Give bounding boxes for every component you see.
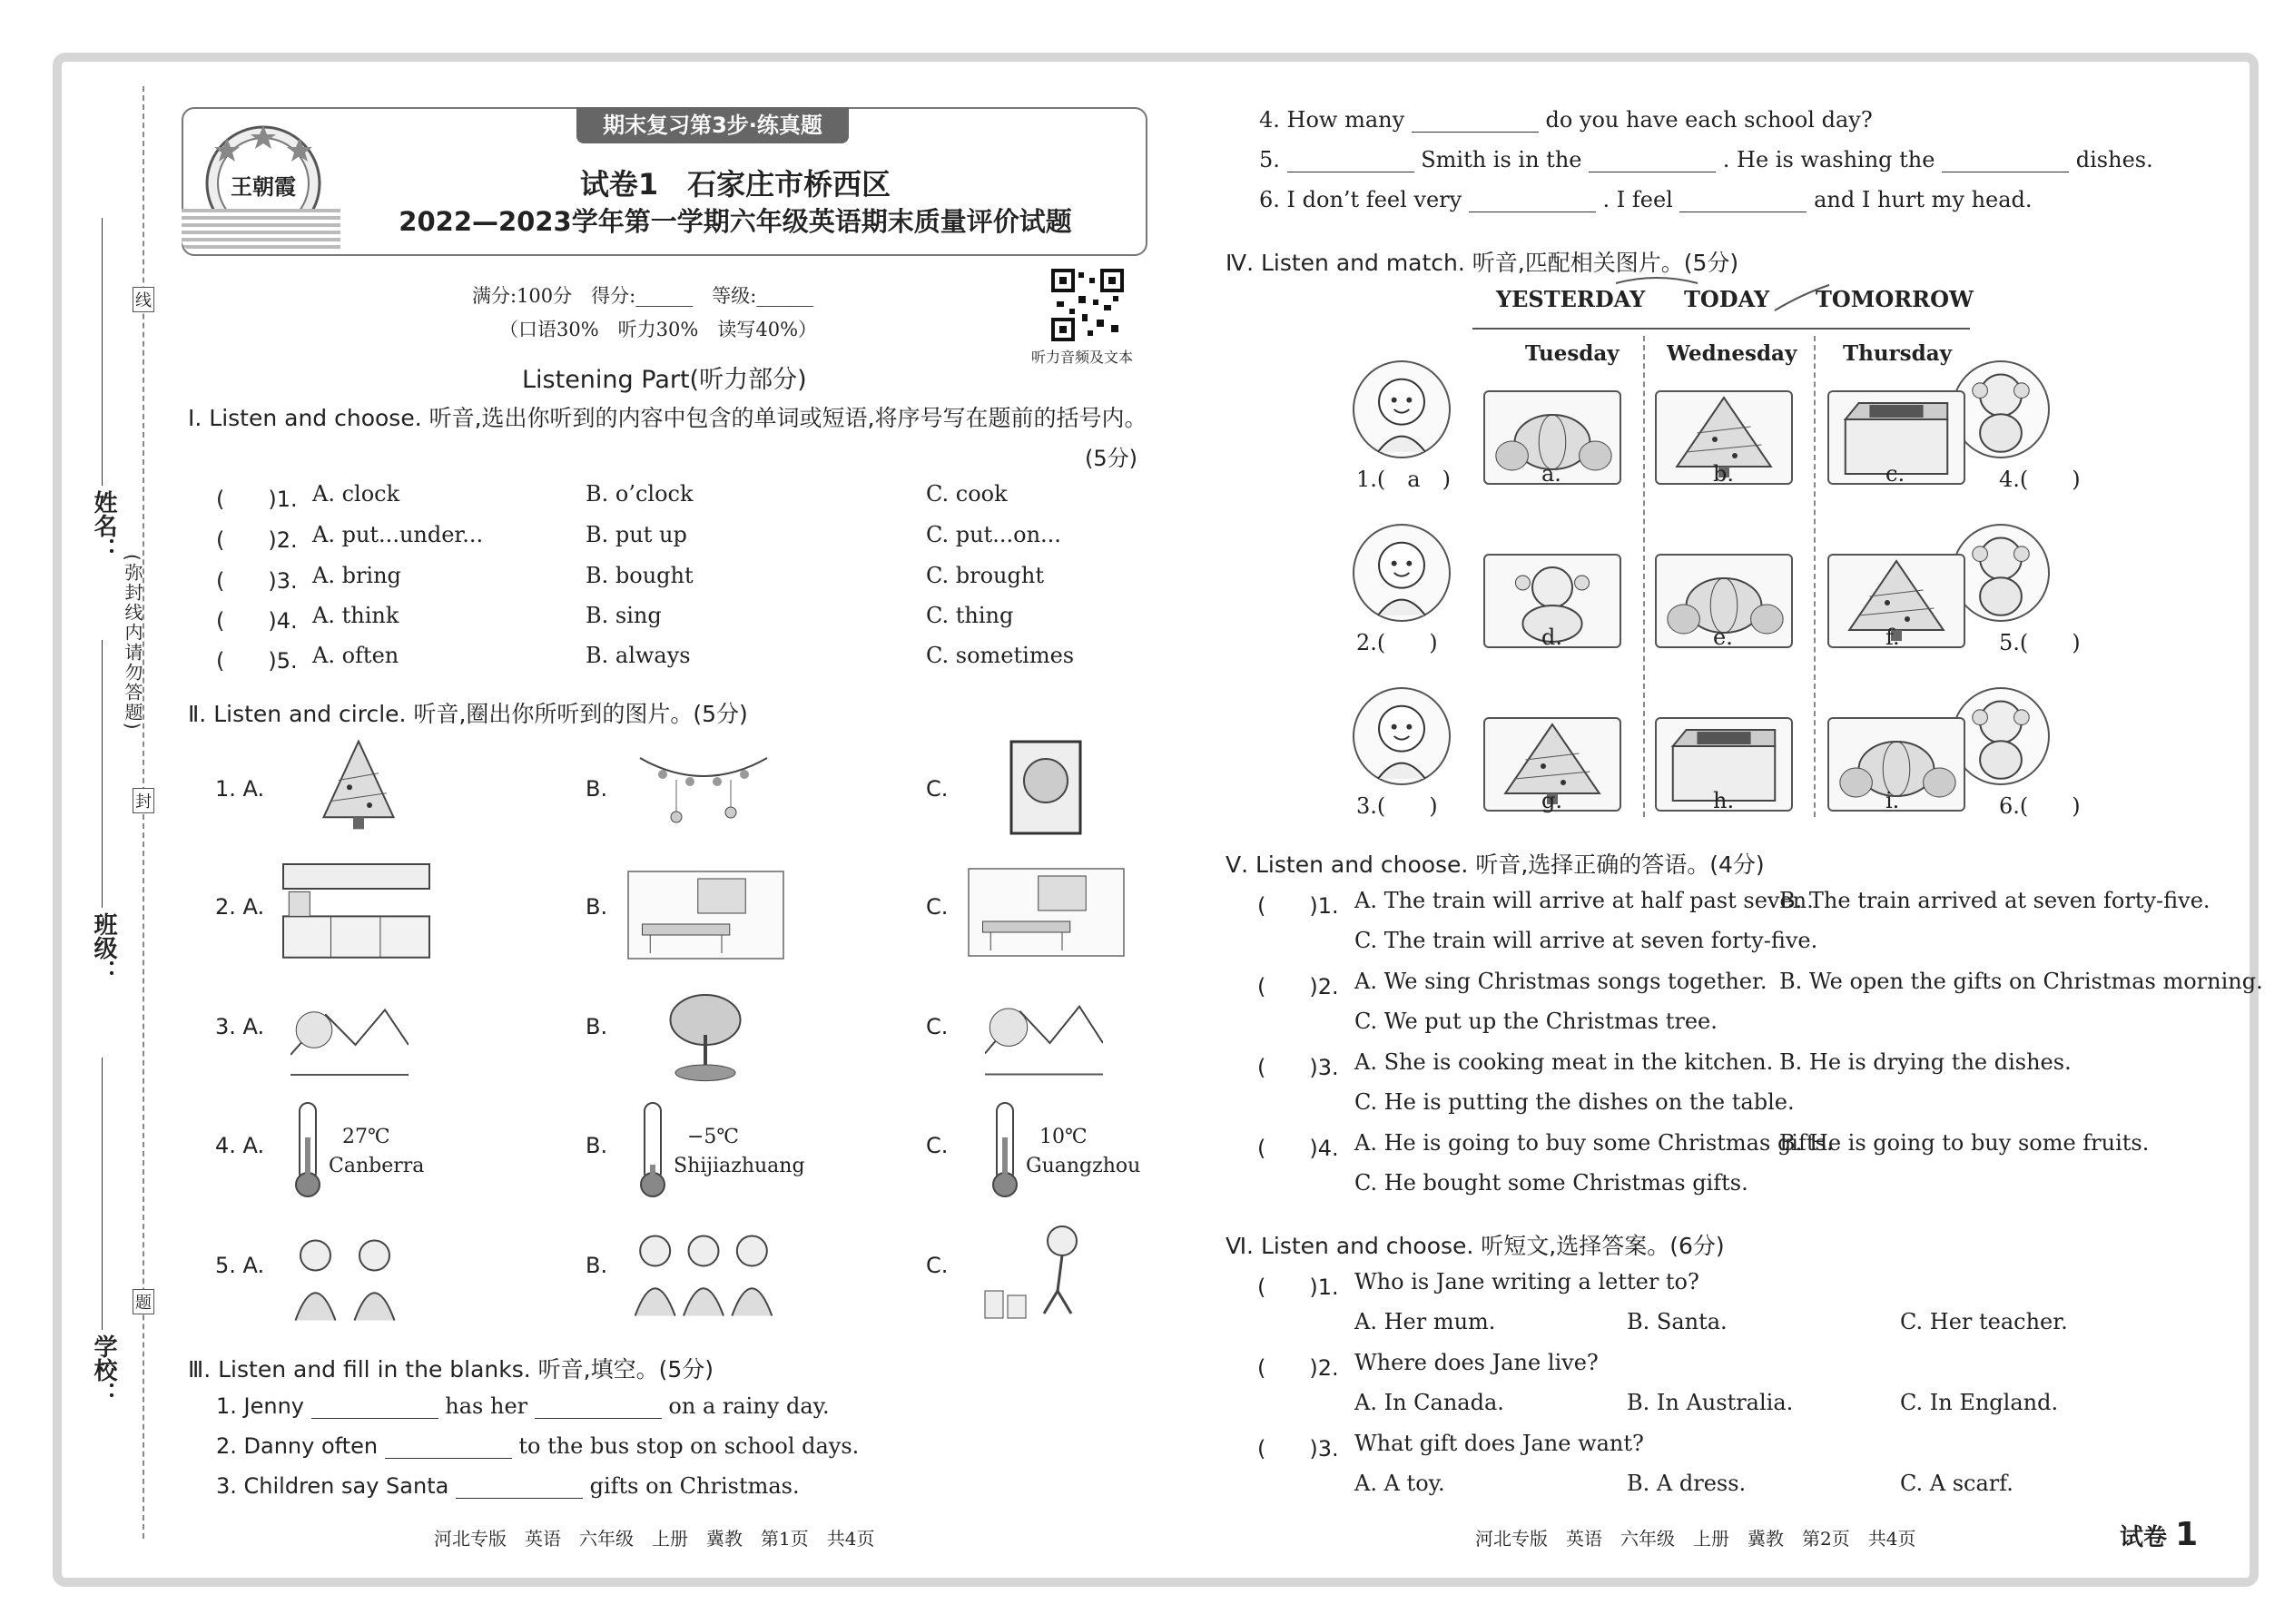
day-divider-1 [1643,336,1645,817]
fill-item-5-start: 5. [1259,147,1280,172]
three-kids-picture[interactable] [631,1221,776,1321]
section-1-title: Ⅰ. Listen and choose. 听音,选出你听到的内容中包含的单词或短语,将序号写在题前的括号内。 [188,405,1147,431]
study-room-picture[interactable] [967,867,1126,958]
paper-label-text: 试卷 [2120,1524,2168,1551]
fill-item-5-end: dishes. [2075,147,2153,172]
picture-label: C. [926,776,949,802]
fill-item-1 [216,1393,830,1419]
binding-warning: (弥封线内请勿答题) [122,554,143,732]
option-b: B. Santa. [1627,1309,1728,1334]
question-text: What gift does Jane want? [1354,1431,1644,1456]
option-b: B. He is drying the dishes. [1779,1049,2072,1075]
thermometer-icon[interactable] [292,1101,323,1199]
picture-letter: a. [1541,461,1561,487]
picture-label: C. [926,1253,949,1278]
character-portrait [1952,687,2050,785]
living-room-picture[interactable] [626,870,785,960]
christmas-tree-picture[interactable] [309,735,409,835]
binding-seal-char: 封 [133,788,154,813]
person-portrait [1353,360,1451,458]
binding-tear-char: 题 [133,1289,154,1314]
day-thursday: Thursday [1843,341,1952,366]
picture-label: C. [926,894,949,920]
city-name: Guangzhou [1026,1155,1141,1177]
match-right-label[interactable]: 5.( ) [1999,630,2081,655]
answer-num-2[interactable]: ( )2. [1257,974,1339,999]
right-footer: 河北专版 英语 六年级 上册 冀教 第2页 共4页 [1475,1528,1916,1550]
option-b: B. A dress. [1627,1471,1747,1496]
girl-skipping-picture[interactable] [980,1218,1108,1325]
fill-item-5-blank-2[interactable] [1589,150,1716,172]
section-2-title: Ⅱ. Listen and circle. 听音,圈出你所听到的图片。(5分) [188,701,748,727]
fill-item-4-blank[interactable] [1412,110,1539,133]
person-portrait [1353,524,1451,622]
mountain-landscape-picture[interactable] [985,980,1103,1085]
character-portrait [1952,360,2050,458]
city-name: Shijiazhuang [674,1155,805,1177]
choice-a: A. clock [312,481,400,507]
christmas-card-picture[interactable] [1009,740,1082,835]
option-c: C. Her teacher. [1900,1309,2068,1334]
option-c: C. He bought some Christmas gifts. [1354,1170,1748,1196]
fill-item-1-mid: has her [445,1393,528,1419]
label-today: TODAY [1684,286,1770,312]
header-banner: 期末复习第3步·练真题 [576,107,849,143]
fill-item-4 [1259,107,1873,133]
picture-letter: c. [1885,461,1905,487]
bonsai-picture[interactable] [655,985,755,1085]
option-a: A. In Canada. [1354,1390,1504,1415]
choice-num-4[interactable]: ( )4. [216,608,298,634]
person-portrait [1353,687,1451,785]
picture-label: C. [926,1133,949,1158]
choice-num-2[interactable]: ( )2. [216,527,298,553]
fill-item-5-mid-1: Smith is in the [1421,147,1582,172]
christmas-lights-picture[interactable] [635,740,772,831]
class-label: 班级： [90,912,117,983]
section-1-points: (5分) [1085,446,1137,471]
section-5-title: Ⅴ. Listen and choose. 听音,选择正确的答语。(4分) [1226,851,1765,878]
fill-item-3 [216,1473,800,1499]
kitchen-picture[interactable] [281,862,431,960]
fill-item-1-blank-1[interactable] [311,1396,438,1419]
option-c: C. He is putting the dishes on the table. [1354,1089,1795,1115]
question-text: Who is Jane writing a letter to? [1354,1269,1699,1294]
picture-letter: b. [1713,461,1734,487]
choice-c: C. sometimes [926,643,1075,668]
option-c: C. The train will arrive at seven forty-five. [1354,928,1818,953]
day-divider-2 [1814,336,1816,817]
fill-item-2-start: 2. Danny often [216,1433,379,1459]
picture-label: B. [586,894,608,920]
picture-label: B. [586,1014,608,1039]
option-a: A. He is going to buy some Christmas gifts. [1354,1130,1834,1156]
class-field[interactable] [102,640,103,908]
temperature-value: −5℃ [687,1126,740,1148]
fill-item-2-blank[interactable] [385,1436,512,1459]
choice-c: C. thing [926,603,1014,628]
temperature-value: 10℃ [1039,1126,1088,1148]
option-b: B. The train arrived at seven forty-five. [1779,888,2210,913]
answer-num-3[interactable]: ( )3. [1257,1055,1339,1080]
name-field[interactable] [102,218,103,486]
thermometer-icon[interactable] [637,1101,668,1199]
fill-item-3-start: 3. Children say Santa [216,1473,449,1499]
choice-b: B. o’clock [586,481,694,507]
fill-item-2 [216,1433,859,1459]
paper-label-number: 1 [2175,1516,2199,1553]
character-portrait [1952,524,2050,622]
picture-letter: d. [1541,625,1562,650]
header-stripes [182,209,340,251]
fill-item-3-end: gifts on Christmas. [589,1473,800,1499]
option-c: C. We put up the Christmas tree. [1354,1009,1718,1034]
paper-title: 试卷1 石家庄市桥西区 [579,167,891,202]
fill-item-6-blank-2[interactable] [1679,190,1807,212]
answer-num-3[interactable]: ( )3. [1257,1436,1339,1462]
school-label: 学校： [90,1334,117,1405]
picture-letter: g. [1541,788,1562,813]
choice-b: B. bought [586,563,694,588]
winter-house-picture[interactable] [290,985,409,1085]
fill-item-4-end: do you have each school day? [1545,107,1873,133]
left-footer: 河北专版 英语 六年级 上册 冀教 第1页 共4页 [434,1528,875,1550]
option-a: A. A toy. [1354,1471,1445,1496]
logo-text: 王朝霞 [231,173,296,200]
fill-item-1-start: 1. Jenny [216,1393,304,1419]
qr-caption: 听力音频及文本 [1031,349,1134,366]
timeline-arcs [1471,272,1979,336]
choice-c: C. cook [926,481,1008,507]
match-right-label[interactable]: 4.( ) [1999,467,2081,492]
binding-line-char: 线 [133,287,154,312]
snowman-kids-picture[interactable] [286,1225,404,1325]
fill-item-1-blank-2[interactable] [535,1396,662,1419]
name-label: 姓名： [90,490,117,561]
qr-code[interactable] [1051,269,1124,341]
match-right-label[interactable]: 6.( ) [1999,793,2081,819]
fill-item-5-mid-2: . He is washing the [1722,147,1935,172]
choice-num-1[interactable]: ( )1. [216,487,298,512]
picture-label: B. [586,776,608,802]
city-name: Canberra [329,1155,425,1177]
fill-item-6-end: and I hurt my head. [1814,187,2033,212]
fill-item-5 [1259,147,2153,172]
choice-num-5[interactable]: ( )5. [216,648,298,674]
fill-item-4-start: 4. How many [1259,107,1405,133]
answer-num-4[interactable]: ( )4. [1257,1136,1339,1161]
listening-part-title: Listening Part(听力部分) [522,366,807,394]
choice-c: C. brought [926,563,1044,588]
choice-b: B. put up [586,522,687,547]
section-6-title: Ⅵ. Listen and choose. 听短文,选择答案。(6分) [1226,1233,1725,1259]
choice-b: B. always [586,643,691,668]
option-a: A. Her mum. [1354,1309,1496,1334]
day-wednesday: Wednesday [1667,341,1797,366]
option-c: C. In England. [1900,1390,2059,1415]
picture-label: 3. A. [215,1014,265,1039]
fill-item-6-start: 6. I don’t feel very [1259,187,1462,212]
match-left-label[interactable]: 2.( ) [1356,630,1438,655]
choice-num-3[interactable]: ( )3. [216,568,298,594]
section-3-title: Ⅲ. Listen and fill in the blanks. 听音,填空。(5分) [188,1356,714,1383]
choice-b: B. sing [586,603,662,628]
option-b: B. In Australia. [1627,1390,1794,1415]
fill-item-3-blank[interactable] [456,1476,583,1499]
option-b: B. We open the gifts on Christmas morning. [1779,969,2263,994]
picture-label: 2. A. [215,894,265,920]
label-yesterday: YESTERDAY [1496,286,1646,312]
picture-label: 5. A. [215,1253,265,1278]
fill-item-6-blank-1[interactable] [1469,190,1596,212]
choice-a: A. put...under... [312,522,484,547]
choice-c: C. put...on... [926,522,1061,547]
question-text: Where does Jane live? [1354,1350,1599,1375]
fill-item-2-end: to the bus stop on school days. [518,1433,860,1459]
picture-letter: f. [1885,625,1900,650]
picture-letter: h. [1713,788,1735,813]
option-b: B. He is going to buy some fruits. [1779,1130,2150,1156]
picture-letter: e. [1713,625,1733,650]
match-left-label[interactable]: 1.( a ) [1356,467,1451,492]
option-c: C. A scarf. [1900,1471,2013,1496]
choice-a: A. think [312,603,399,628]
match-left-label[interactable]: 3.( ) [1356,793,1438,819]
picture-label: 1. A. [215,776,265,802]
thermometer-icon[interactable] [989,1101,1020,1199]
section-4-title: Ⅳ. Listen and match. 听音,匹配相关图片。(5分) [1226,250,1739,276]
option-a: A. She is cooking meat in the kitchen. [1354,1049,1774,1075]
ratio-line: （口语30% 听力30% 读写40%） [499,319,818,340]
choice-a: A. often [312,643,399,668]
day-tuesday: Tuesday [1525,341,1620,366]
answer-num-2[interactable]: ( )2. [1257,1355,1339,1381]
answer-num-1[interactable]: ( )1. [1257,1275,1339,1300]
school-field[interactable] [102,1058,103,1330]
fill-item-6 [1259,187,2033,212]
choice-a: A. bring [312,563,401,588]
option-a: A. The train will arrive at half past seven. [1354,888,1814,913]
option-a: A. We sing Christmas songs together. [1354,969,1767,994]
picture-label: B. [586,1133,608,1158]
picture-label: 4. A. [215,1133,265,1158]
paper-label [2120,1516,2198,1553]
score-line: 满分:100分 得分:______ 等级:______ [472,285,814,307]
picture-label: B. [586,1253,608,1278]
picture-letter: i. [1885,788,1900,813]
fill-item-5-blank-3[interactable] [1942,150,2069,172]
paper-subtitle: 2022—2023学年第一学期六年级英语期末质量评价试题 [399,206,1072,237]
temperature-value: 27℃ [342,1126,390,1148]
answer-num-1[interactable]: ( )1. [1257,893,1339,919]
fill-item-5-blank-1[interactable] [1287,150,1414,172]
label-tomorrow: TOMORROW [1816,286,1974,312]
picture-label: C. [926,1014,949,1039]
fill-item-6-mid: . I feel [1602,187,1673,212]
fill-item-1-end: on a rainy day. [668,1393,830,1419]
